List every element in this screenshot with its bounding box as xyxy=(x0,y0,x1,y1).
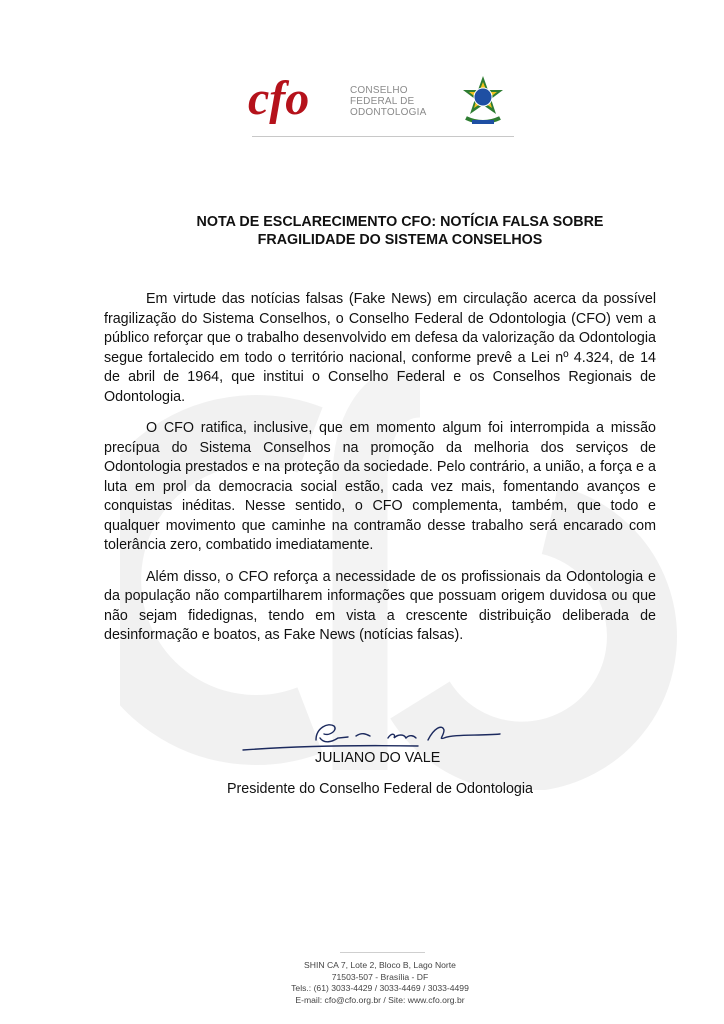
letterhead xyxy=(248,72,518,140)
footer-contact xyxy=(0,960,724,1006)
header-divider xyxy=(252,136,514,137)
paragraph-1: Em virtude das notícias falsas (Fake News) em circulação acerca da possível fragilização do Sistema Conselhos, o Conselho Federal de Odontologia (CFO) vem a público reforçar que o trabalho desenvolvido em defesa da valorização da Odontologia segue fortalecido em todo o território nacional, conforme prevê a Lei nº 4.324, de 14 de abril de 1964, que institui o Conselho Federal e os Conselhos Regionais de Odontologia. xyxy=(104,291,656,405)
title-line-2: FRAGILIDADE DO SISTEMA CONSELHOS xyxy=(257,232,543,248)
footer-address: SHIN CA 7, Lote 2, Bloco B, Lago Norte xyxy=(304,960,456,970)
paragraph-3: Além disso, o CFO reforça a necessidade de os profissionais da Odontologia e da população não compartilharem informações que possuam origem duvidosa ou que não sejam fidedignas, tendo em vista a crescente distribuição deliberada de desinformação e boatos, as Fake News (notícias falsas). xyxy=(104,568,656,643)
logo-institution-name xyxy=(350,85,426,118)
cfo-logo xyxy=(248,72,346,128)
logo-word: cfo xyxy=(248,72,310,125)
footer-cep-city: 71503-507 - Brasília - DF xyxy=(331,971,429,982)
logo-line-3: ODONTOLOGIA xyxy=(350,107,427,118)
document-title xyxy=(150,213,650,249)
document-body xyxy=(104,290,656,658)
coat-of-arms-icon xyxy=(458,74,508,128)
logo-line-1: CONSELHO xyxy=(350,85,408,96)
footer-email-site: E-mail: cfo@cfo.org.br / Site: www.cfo.org.br xyxy=(295,994,465,1005)
signer-role: Presidente do Conselho Federal de Odontologia xyxy=(226,781,533,797)
logo-line-2: FEDERAL DE xyxy=(350,96,415,107)
footer-divider xyxy=(340,952,425,953)
title-line-1: NOTA DE ESCLARECIMENTO CFO: NOTÍCIA FALSA SOBRE xyxy=(196,214,604,230)
signer-name: JULIANO DO VALE xyxy=(315,750,441,766)
paragraph-2: O CFO ratifica, inclusive, que em momento algum foi interrompida a missão precípua do Sistema Conselhos na promoção da melhoria dos serviços de Odontologia prestados e na proteção da sociedade. Pelo contrário, a união, a força e a luta em prol da democracia social estão, cada vez mais, fomentando avanços e conquistas inéditas. Nesse sentido, o CFO complementa, também, que todo e qualquer movimento que caminhe na contramão desse trabalho será encarado com tolerância zero, combatido imediatamente. xyxy=(104,420,656,553)
footer-phones: Tels.: (61) 3033-4429 / 3033-4469 / 3033-4499 xyxy=(291,983,469,993)
